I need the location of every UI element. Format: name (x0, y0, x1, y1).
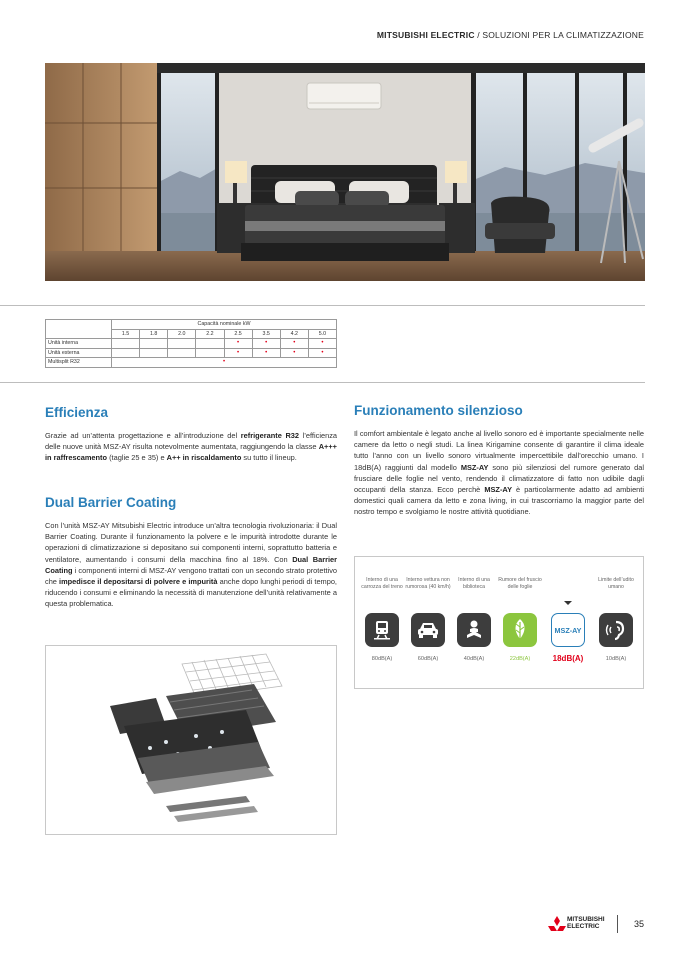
text-run: Con l’unità MSZ-AY Mitsubishi Electric introduce un’altra tecnologia rivoluzionaria: il Dual Barrier Coating. Durante il funzionamento la polvere e le impurità introdotte durante le operazioni di climatizzazione si depositano sui componenti interni, soprattutto batteria e ventilatore, aumentando i consumi della macchina fino al 18%. Con (45, 521, 337, 564)
noise-caption: Rumore del fruscio delle foglie (498, 577, 542, 590)
efficienza-heading: Efficienza (45, 405, 109, 420)
train-icon (365, 613, 399, 647)
table-row-unita-esterna (46, 348, 337, 358)
page-header (377, 30, 644, 40)
page-number: 35 (634, 919, 645, 929)
text-run: l’efficienza delle nuove unità MSZ-AY risulta notevolmente aumentata, raggiungendo la classe (45, 431, 337, 452)
availability-dot: • (321, 349, 324, 356)
text-run: su tutto il lineup. (241, 453, 297, 463)
silenzioso-text (354, 428, 644, 518)
size-header: 2.5 (224, 329, 252, 339)
table-title-row (46, 320, 337, 330)
footer-brand (567, 917, 605, 931)
size-header: 1.5 (112, 329, 140, 339)
size-header: 4.2 (280, 329, 308, 339)
exploded-view-drawing (46, 646, 337, 835)
noise-item-train (359, 577, 405, 662)
car-icon (411, 613, 445, 647)
table-cell (252, 348, 280, 358)
availability-dot: • (222, 359, 226, 366)
silenzioso-heading: Funzionamento silenzioso (354, 403, 523, 418)
leaf-icon (503, 613, 537, 647)
footer-brand-line2: ELECTRIC (567, 922, 600, 930)
text-bold: refrigerante R32 (240, 431, 300, 440)
table-cell (308, 348, 336, 358)
table-corner-cell (46, 320, 112, 330)
footer-separator (617, 915, 618, 933)
table-cell (196, 339, 224, 349)
dual-barrier-text (45, 520, 337, 610)
noise-db: 60dB(A) (417, 656, 439, 662)
table-cell (252, 339, 280, 349)
table-row-multisplit (46, 358, 337, 368)
text-run: (taglie 25 e 35) e (107, 453, 167, 463)
text-bold: impedisce il depositarsi di polvere e impurità (59, 577, 218, 587)
noise-item-hearing-limit (593, 577, 639, 662)
divider-mid (0, 382, 645, 383)
size-header: 2.2 (196, 329, 224, 339)
table-cell (280, 339, 308, 349)
noise-db: 80dB(A) (371, 656, 393, 662)
exploded-unit-illustration (45, 645, 337, 835)
bedroom-hero-image (45, 63, 645, 281)
text-run: Il comfort ambientale è legato anche al livello sonoro ed è importante specialmente nelle camere da letto o negli studi. La linea Kirigamine consente di garantire il clima ideale tutto l’anno con un livello sonoro virtualmente impercettibile dall’orecchio umano. I 18dB(A) raggiunti dal modello (354, 429, 644, 472)
table-header-row (46, 329, 337, 339)
size-header: 5.0 (308, 329, 336, 339)
noise-item-leaves (497, 577, 543, 662)
table-cell (196, 348, 224, 358)
text-run: sono più silenziosi del rumore generato dal frusciare delle foglie nel vento, rendendo il climatizzatore di fatto non udibile dagli occupanti della stanza. Ecco perchè (354, 462, 644, 495)
divider-top (0, 305, 645, 306)
availability-dot: • (237, 349, 240, 356)
library-reader-icon (457, 613, 491, 647)
table-cell-merged (112, 358, 337, 368)
noise-caption: Interno vettura non rumorosa (40 km/h) (405, 577, 451, 590)
noise-item-library (451, 577, 497, 662)
table-row-unita-interna (46, 339, 337, 349)
noise-caption-empty (545, 577, 591, 607)
noise-item-car (405, 577, 451, 662)
noise-db: 22dB(A) (509, 656, 531, 662)
text-run: i componenti interni di MSZ-AY vengono trattati con un secondo strato protettivo che (45, 565, 337, 587)
availability-dot: • (237, 340, 240, 347)
table-cell (308, 339, 336, 349)
noise-caption: Interno di una biblioteca (458, 577, 490, 590)
availability-dot: • (293, 349, 296, 356)
table-cell (112, 348, 140, 358)
noise-db: 40dB(A) (463, 656, 485, 662)
text-bold: A++ in riscaldamento (166, 453, 242, 463)
availability-dot: • (321, 340, 324, 347)
noise-item-msz-ay (545, 577, 591, 663)
text-run: Grazie ad un’attenta progettazione e all’introduzione del (45, 431, 241, 440)
row-label: Multisplit R32 (46, 358, 112, 368)
bedroom-illustration (45, 63, 645, 281)
table-cell (168, 339, 196, 349)
table-cell (280, 348, 308, 358)
size-header: 1.8 (140, 329, 168, 339)
table-cell (112, 339, 140, 349)
table-corner-cell (46, 329, 112, 339)
text-bold: MSZ-AY (484, 485, 512, 495)
table-title: Capacità nominale kW (112, 320, 337, 330)
text-bold: A+++ in raffrescamento (45, 442, 337, 463)
availability-dot: • (265, 349, 268, 356)
text-bold: MSZ-AY (460, 462, 489, 472)
row-label: Unità esterna (46, 348, 112, 358)
ear-icon (599, 613, 633, 647)
table-cell (224, 339, 252, 349)
noise-caption: Limite dell’udito umano (598, 577, 634, 590)
header-brand: MITSUBISHI ELECTRIC (376, 30, 475, 40)
row-label: Unità interna (46, 339, 112, 349)
text-run: è particolarmente adatto ad ambienti domestici quali camera da letto e zona living, in cui trascorriamo la maggior parte del nostro tempo e svolgiamo le nostre attività quotidiane. (354, 485, 644, 517)
noise-caption: Interno di una carrozza del treno (361, 577, 403, 590)
header-subtitle: / SOLUZIONI PER LA CLIMATIZZAZIONE (474, 30, 644, 40)
availability-dot: • (265, 340, 268, 347)
size-header: 2.0 (168, 329, 196, 339)
text-run: anche dopo lunghi periodi di tempo, riducendo i consumi e eliminando la necessità di manutenzione dell’unità relativamente a questa problematica. (45, 577, 337, 609)
noise-comparison-panel (354, 556, 644, 689)
dual-barrier-heading: Dual Barrier Coating (45, 495, 177, 510)
table-cell (140, 339, 168, 349)
noise-db-highlight: 18dB(A) (552, 654, 584, 663)
table-cell (168, 348, 196, 358)
table-cell (224, 348, 252, 358)
footer-brand-line1: MITSUBISHI (567, 916, 605, 923)
availability-dot: • (293, 340, 296, 347)
efficienza-text (45, 430, 337, 464)
capacity-table (45, 319, 337, 368)
table-cell (140, 348, 168, 358)
size-header: 3.5 (252, 329, 280, 339)
msz-ay-badge (551, 613, 585, 647)
badge-label: MSZ-AY (554, 625, 582, 635)
pointer-triangle-icon (564, 601, 572, 605)
text-bold: Dual Barrier Coating (45, 554, 337, 575)
noise-db: 10dB(A) (605, 656, 627, 662)
